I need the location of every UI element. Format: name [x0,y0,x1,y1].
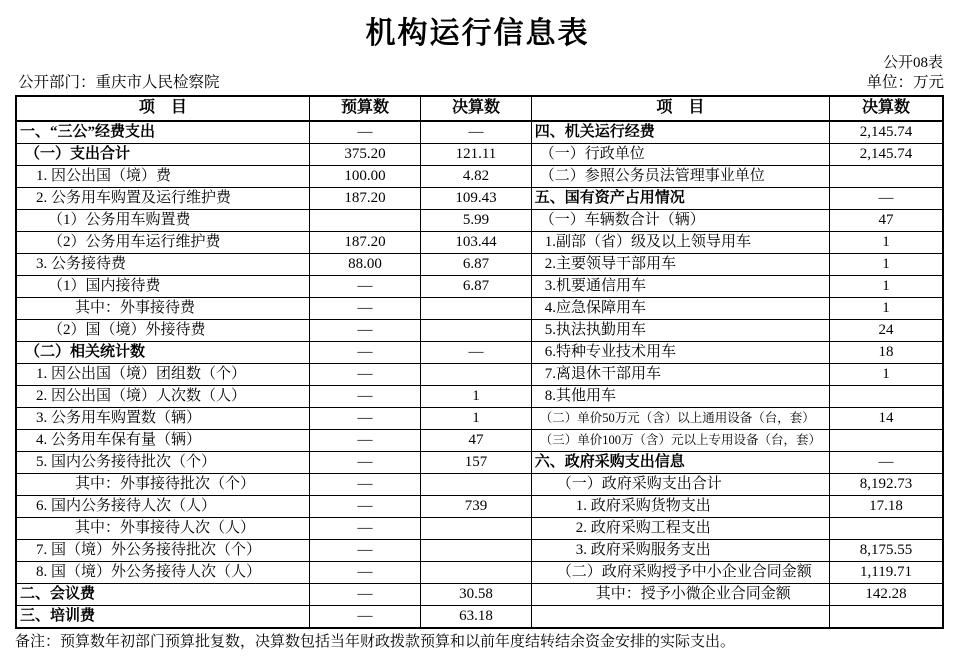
final-cell-right: 18 [829,342,943,364]
page-title: 机构运行信息表 [365,17,590,50]
item-cell-right: （二）参照公务员法管理事业单位 [531,166,829,188]
final-cell-left [421,320,531,342]
final-cell-left: 1 [421,408,531,430]
form-code-line [0,54,943,73]
table-row [16,166,943,188]
final-cell-right: — [829,188,943,210]
table-row [16,408,943,430]
budget-cell: — [309,121,420,144]
item-cell-left: （2）公务用车运行维护费 [16,232,309,254]
item-cell-right: （一）车辆数合计（辆） [531,210,829,232]
meta-line [18,73,944,93]
item-cell-left: 4. 公务用车保有量（辆） [16,430,309,452]
item-cell-right: 6.特种专业技术用车 [531,342,829,364]
col-header-item-left: 项 目 [16,96,309,121]
item-cell-right: 2. 政府采购工程支出 [531,518,829,540]
header-row [16,96,943,121]
item-cell-right: 六、政府采购支出信息 [531,452,829,474]
final-cell-right: 1 [829,232,943,254]
final-cell-right: 8,175.55 [829,540,943,562]
item-cell-left: （一）支出合计 [16,144,309,166]
item-cell-left: 三、培训费 [16,606,309,629]
table-row [16,496,943,518]
item-cell-right: 其中：授予小微企业合同金额 [531,584,829,606]
budget-cell [309,210,420,232]
final-cell-left: 157 [421,452,531,474]
department-label: 公开部门：重庆市人民检察院 [18,74,220,91]
item-cell-right: 5.执法执勤用车 [531,320,829,342]
table-row [16,474,943,496]
item-cell-left: 1. 因公出国（境）费 [16,166,309,188]
budget-cell: — [309,342,420,364]
final-cell-right: 2,145.74 [829,121,943,144]
table-row [16,210,943,232]
budget-cell: — [309,562,420,584]
final-cell-left: 739 [421,496,531,518]
table-row [16,452,943,474]
final-cell-left: 6.87 [421,254,531,276]
final-cell-left: 1 [421,386,531,408]
final-cell-left [421,540,531,562]
item-cell-left: （2）国（境）外接待费 [16,320,309,342]
item-cell-left: 二、会议费 [16,584,309,606]
final-cell-left [421,474,531,496]
item-cell-right: （一）行政单位 [531,144,829,166]
table-row [16,540,943,562]
final-cell-right: 1,119.71 [829,562,943,584]
item-cell-left: 3. 公务用车购置数（辆） [16,408,309,430]
item-cell-right: 五、国有资产占用情况 [531,188,829,210]
item-cell-right: （二）政府采购授予中小企业合同金额 [531,562,829,584]
table-row [16,584,943,606]
budget-cell: — [309,364,420,386]
item-cell-right: （三）单价100万（含）元以上专用设备（台，套） [531,430,829,452]
item-cell-left: 3. 公务接待费 [16,254,309,276]
table-row [16,232,943,254]
final-cell-left: 109.43 [421,188,531,210]
final-cell-right [829,606,943,629]
final-cell-right [829,166,943,188]
item-cell-left: 5. 国内公务接待批次（个） [16,452,309,474]
item-cell-right: 4.应急保障用车 [531,298,829,320]
item-cell-right: 3.机要通信用车 [531,276,829,298]
budget-cell: — [309,518,420,540]
item-cell-right: 2.主要领导干部用车 [531,254,829,276]
table-row [16,364,943,386]
table-row [16,430,943,452]
budget-cell: 375.20 [309,144,420,166]
final-cell-right [829,430,943,452]
budget-cell: 187.20 [309,188,420,210]
final-cell-left: 30.58 [421,584,531,606]
footnote: 备注：预算数年初部门预算批复数，决算数包括当年财政拨款预算和以前年度结转结余资金安排的实际支出。 [15,634,736,650]
col-header-budget: 预算数 [309,96,420,121]
item-cell-left: 7. 国（境）外公务接待批次（个） [16,540,309,562]
budget-cell: — [309,606,420,629]
table-row [16,188,943,210]
item-cell-left: （二）相关统计数 [16,342,309,364]
final-cell-left: 103.44 [421,232,531,254]
final-cell-right: 1 [829,254,943,276]
item-cell-left: （1）国内接待费 [16,276,309,298]
budget-cell: — [309,474,420,496]
form-code: 公开08表 [882,55,943,71]
table-row [16,320,943,342]
budget-cell: — [309,386,420,408]
item-cell-left: 2. 公务用车购置及运行维护费 [16,188,309,210]
final-cell-left: 121.11 [421,144,531,166]
table-row [16,298,943,320]
table-row [16,518,943,540]
final-cell-right: — [829,452,943,474]
table-row [16,606,943,629]
budget-cell: — [309,452,420,474]
budget-cell: — [309,430,420,452]
unit-label: 单位：万元 [866,74,944,91]
budget-cell: — [309,276,420,298]
item-cell-left: 2. 因公出国（境）人次数（人） [16,386,309,408]
item-cell-right: 1. 政府采购货物支出 [531,496,829,518]
budget-cell: 88.00 [309,254,420,276]
item-cell-left: 其中：外事接待批次（个） [16,474,309,496]
item-cell-left: 8. 国（境）外公务接待人次（人） [16,562,309,584]
final-cell-left: 6.87 [421,276,531,298]
item-cell-right [531,606,829,629]
final-cell-left: 63.18 [421,606,531,629]
item-cell-right: 8.其他用车 [531,386,829,408]
final-cell-right: 17.18 [829,496,943,518]
budget-cell: — [309,298,420,320]
final-cell-left [421,364,531,386]
final-cell-right: 142.28 [829,584,943,606]
final-cell-right: 8,192.73 [829,474,943,496]
item-cell-left: （1）公务用车购置费 [16,210,309,232]
table-row [16,121,943,144]
final-cell-right: 1 [829,276,943,298]
item-cell-right: （一）政府采购支出合计 [531,474,829,496]
final-cell-right [829,518,943,540]
final-cell-right: 1 [829,364,943,386]
final-cell-right: 1 [829,298,943,320]
final-cell-left: 5.99 [421,210,531,232]
final-cell-right: 47 [829,210,943,232]
col-header-final-right: 决算数 [829,96,943,121]
table-row [16,342,943,364]
item-cell-left: 其中：外事接待人次（人） [16,518,309,540]
final-cell-right: 14 [829,408,943,430]
budget-cell: — [309,496,420,518]
item-cell-right: 1.副部（省）级及以上领导用车 [531,232,829,254]
final-cell-left: — [421,342,531,364]
table-row [16,276,943,298]
item-cell-right: （二）单价50万元（含）以上通用设备（台，套） [531,408,829,430]
budget-cell: — [309,408,420,430]
table-row [16,386,943,408]
info-table [15,95,944,629]
col-header-item-right: 项 目 [531,96,829,121]
final-cell-left [421,518,531,540]
final-cell-left: — [421,121,531,144]
item-cell-left: 一、“三公”经费支出 [16,121,309,144]
item-cell-left: 6. 国内公务接待人次（人） [16,496,309,518]
final-cell-right [829,386,943,408]
item-cell-left: 其中：外事接待费 [16,298,309,320]
col-header-final-left: 决算数 [421,96,531,121]
final-cell-left: 47 [421,430,531,452]
item-cell-right: 3. 政府采购服务支出 [531,540,829,562]
budget-cell: 187.20 [309,232,420,254]
item-cell-right: 7.离退休干部用车 [531,364,829,386]
table-row [16,254,943,276]
table-row [16,144,943,166]
budget-cell: — [309,540,420,562]
budget-cell: — [309,584,420,606]
budget-cell: 100.00 [309,166,420,188]
final-cell-right: 24 [829,320,943,342]
final-cell-left [421,298,531,320]
item-cell-right: 四、机关运行经费 [531,121,829,144]
table-row [16,562,943,584]
final-cell-right: 2,145.74 [829,144,943,166]
item-cell-left: 1. 因公出国（境）团组数（个） [16,364,309,386]
final-cell-left: 4.82 [421,166,531,188]
budget-cell: — [309,320,420,342]
final-cell-left [421,562,531,584]
